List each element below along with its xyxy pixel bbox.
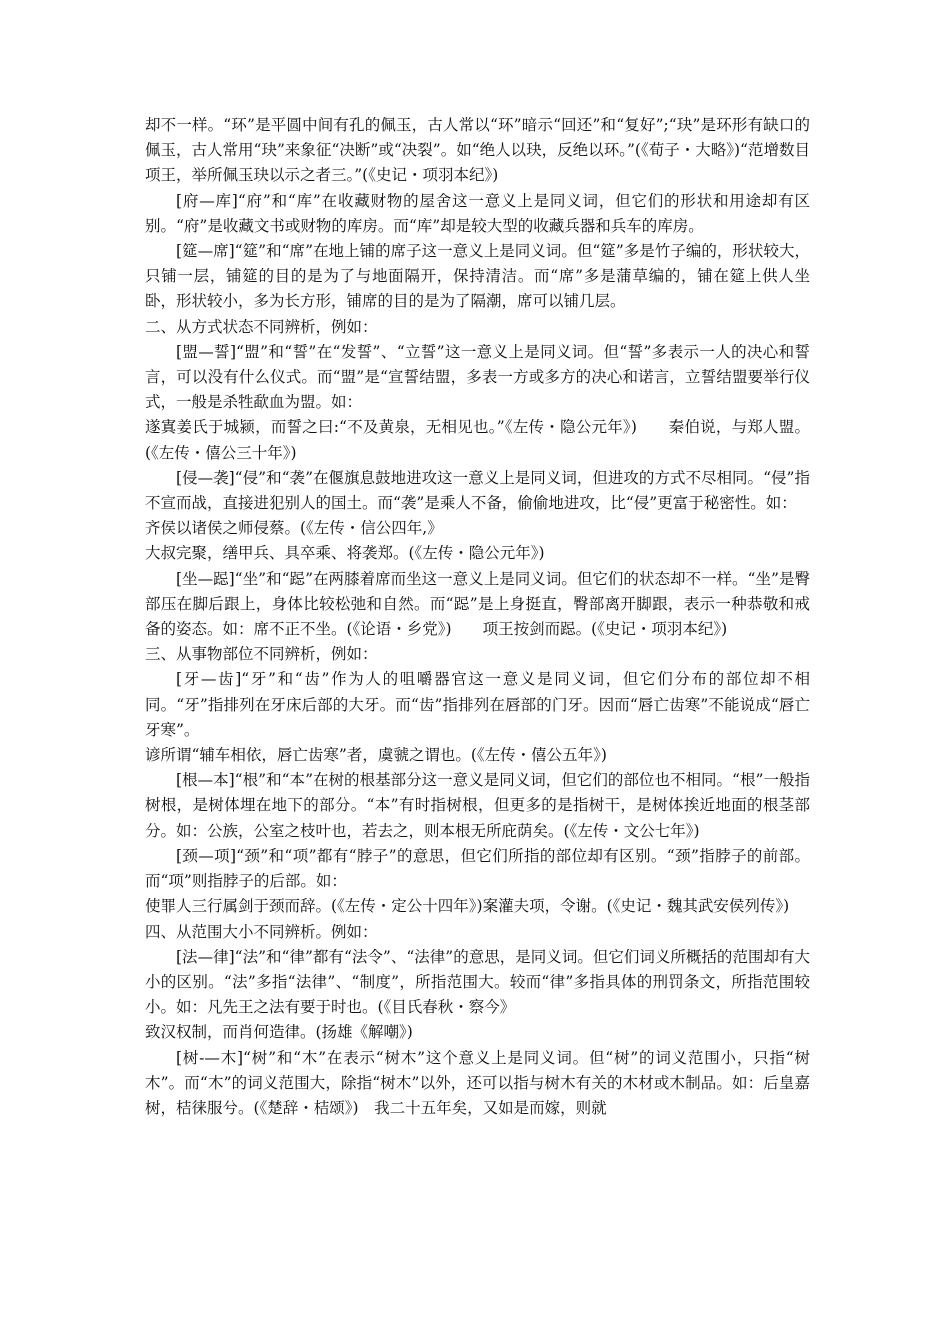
paragraph-qin-xi: [侵—袭]“侵”和“袭”在偃旗息鼓地进攻这一意义上是同义词，但进攻的方式不尽相同。“侵”指不宣而战，直接进犯别人的国土。而“袭”是乘人不备，偷偷地进攻，比“侵”更富于秘密性。如： <box>145 468 810 513</box>
paragraph-huan-jue: 却不一样。“环”是平圆中间有孔的佩玉，古人常以“环”暗示“回还”和“复好”;“玦”是环形有缺口的佩玉，古人常用“玦”来象征“决断”或“决裂”。如“绝人以玦，反绝以环。”(《荀子・大略》)“范增数目项王，举所佩玉玦以示之者三。”(《史记・项羽本纪》) <box>145 116 810 185</box>
paragraph-zuo-ji: [坐—跽]“坐”和“跽”在两膝着席而坐这一意义上是同义词。但它们的状态却不一样。“坐”是臀部压在脚后跟上，身体比较松弛和自然。而“跽”是上身挺直，臀部离开脚跟，表示一种恭敬和戒备的姿态。如：席不正不坐。(《论语・乡党》) 项王按剑而跽。(《史记・项羽本纪》) <box>145 569 810 639</box>
paragraph-yan-xi: [筵—席]“筵”和“席”在地上铺的席子这一意义上是同义词。但“筵”多是竹子编的，形状较大，只铺一层，铺筵的目的是为了与地面隔开，保持清洁。而“席”多是蒲草编的，铺在筵上供人坐卧，形状较小，多为长方形，铺席的目的是为了隔潮，席可以铺几层。 <box>145 242 810 311</box>
paragraph-fu-ku: [府—库]“府”和“库”在收藏财物的屋舍这一意义上是同义词，但它们的形状和用途却有区别。“府”是收藏文书或财物的库房。而“库”却是较大型的收藏兵器和兵车的库房。 <box>145 191 810 235</box>
section-heading-part: 三、从事物部位不同辨析，例如： <box>145 645 378 664</box>
paragraph-fa-lv: [法—律]“法”和“律”都有“法令”、“法律”的意思，是同义词。但它们词义所概括的范围却有大小的区别。“法”多指“法律”、“制度”，所指范围大。较而“律”多指具体的刑罚条文，所指范围较小。如：凡先王之法有要于时也。(《目氏春秋・察今》 <box>145 947 810 1017</box>
example-xi: 大叔完聚，缮甲兵、具卒乘、将袭郑。(《左传・隐公元年》) <box>145 544 545 563</box>
example-meng-shi: 遂寘姜氏于城颍，而誓之曰:“不及黄泉，无相见也。”《左传・隐公元年》) 秦伯说，与郑人盟。(《左传・僖公三十年》) <box>145 418 810 462</box>
paragraph-jing-xiang: [颈—项]“颈”和“项”都有“脖子”的意思，但它们所指的部位却有区别。“颈”指脖子的前部。而“项”则指脖子的后部。如： <box>145 846 810 891</box>
paragraph-gen-ben: [根—本]“根”和“本”在树的根基部分这一意义是同义词，但它们的部位也不相同。“根”一般指树根，是树体埋在地下的部分。“本”有时指树根，但更多的是指树干，是树体挨近地面的根茎部分。如：公族，公室之枝叶也，若去之，则本根无所庇荫矣。(《左传・文公七年》) <box>145 771 810 840</box>
paragraph-ya-chi: [牙—齿]“牙”和“齿”作为人的咀嚼器官这一意义是同义词，但它们分布的部位却不相同。“牙”指排列在牙床后部的大牙。而“齿”指排列在唇部的门牙。因而“唇亡齿寒”不能说成“唇亡牙寒”。 <box>145 670 810 739</box>
paragraph-shu-mu: [树-—木]“树”和“木”在表示“树木”这个意义上是同义词。但“树”的词义范围小，只指“树木”。而“木”的词义范围大，除指“树木”以外，还可以指与树木有关的木材或木制品。如：后皇嘉树，桔徕服兮。(《楚辞・桔颂》) 我二十五年矣，又如是而嫁，则就 <box>145 1048 810 1117</box>
section-heading-manner: 二、从方式状态不同辨析，例如： <box>145 317 378 336</box>
example-jing-xiang: 使罪人三行属剑于颈而辞。(《左传・定公十四年》)案灌夫项，令谢。(《史记・魏其武安侯列传》) <box>145 897 790 916</box>
section-heading-scope: 四、从范围大小不同辨析。例如： <box>145 922 378 941</box>
example-qin: 齐侯以诸侯之师侵蔡。(《左传・信公四年,》 <box>145 519 443 538</box>
example-lv: 致汉权制，而肖何造律。(扬雄《解嘲》) <box>145 1023 413 1042</box>
example-ya-chi: 谚所谓“辅车相依，唇亡齿寒”者，虞虢之谓也。(《左传・僖公五年》) <box>145 746 607 765</box>
paragraph-meng-shi: [盟—誓]“盟”和“誓”在“发誓”、“立誓”这一意义上是同义词。但“誓”多表示一人的决心和誓言，可以没有什么仪式。而“盟”是“宣誓结盟，多表一方或多方的决心和诺言，立誓结盟要举行仪式，一般是杀牲歃血为盟。如： <box>145 342 810 412</box>
document-body <box>145 113 810 1121</box>
